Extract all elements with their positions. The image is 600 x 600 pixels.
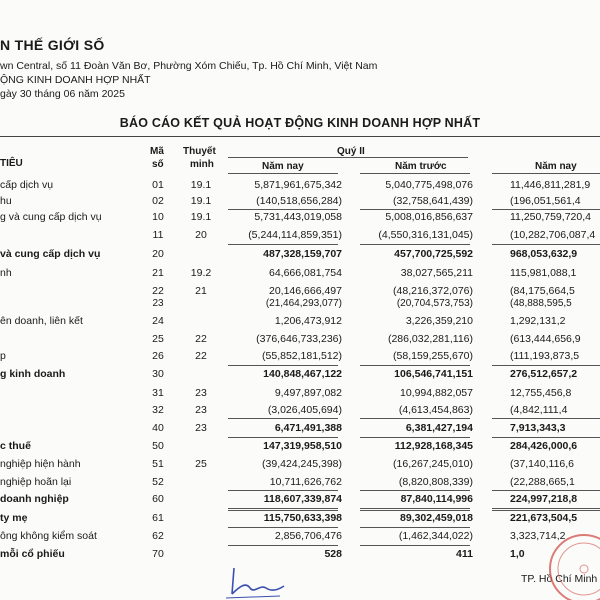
header-item: TIÊU <box>0 158 23 169</box>
row-code: 25 <box>152 333 164 345</box>
header-note-line2: minh <box>190 159 214 170</box>
row-prior-quarter: (4,550,316,131,045) <box>378 229 473 241</box>
row-code: 24 <box>152 315 164 327</box>
row-current-quarter: (21,464,293,077) <box>265 298 342 309</box>
row-code: 20 <box>152 248 164 260</box>
table-row <box>0 512 600 528</box>
row-prior-quarter: 411 <box>456 548 473 560</box>
row-code: 23 <box>152 298 164 309</box>
total-rule <box>228 510 338 511</box>
row-code: 40 <box>152 422 164 434</box>
subtotal-rule <box>360 437 470 438</box>
table-row <box>0 298 600 314</box>
table-row <box>0 267 600 283</box>
row-ytd: 115,981,088,1 <box>510 267 577 279</box>
row-prior-quarter: 112,928,168,345 <box>394 440 473 452</box>
row-ytd: 276,512,657,2 <box>510 368 578 380</box>
row-ytd: (111,193,873,5 <box>510 350 580 362</box>
row-prior-quarter: 38,027,565,211 <box>400 267 473 279</box>
row-prior-quarter: 89,302,459,018 <box>400 512 473 524</box>
row-note: 19.1 <box>190 179 212 191</box>
row-ytd: 11,250,759,720,4 <box>510 211 591 223</box>
row-code: 62 <box>152 530 164 542</box>
place-date: TP. Hồ Chí Minh <box>521 573 598 585</box>
row-label: cấp dịch vụ <box>0 179 54 191</box>
table-row <box>0 248 600 264</box>
row-prior-quarter: 3,226,359,210 <box>405 315 473 327</box>
row-code: 22 <box>152 285 164 297</box>
subtotal-rule <box>492 490 600 491</box>
subtotal-rule <box>360 418 470 419</box>
company-name: N THẾ GIỚI SỐ <box>0 37 105 53</box>
row-label: nh <box>0 267 12 279</box>
row-note: 19.2 <box>190 267 212 279</box>
row-current-quarter: 20,146,666,497 <box>269 285 342 297</box>
document-title: BÁO CÁO KẾT QUẢ HOẠT ĐỘNG KINH DOANH HỢP NHẤT <box>119 116 481 130</box>
row-note: 23 <box>195 387 207 399</box>
row-ytd: (4,842,111,4 <box>510 404 568 416</box>
row-prior-quarter: 10,994,882,057 <box>400 387 473 399</box>
subtotal-rule <box>492 365 600 366</box>
subtotal-rule <box>360 527 470 528</box>
table-row <box>0 458 600 474</box>
subtotal-rule <box>492 209 600 210</box>
row-code: 32 <box>152 404 164 416</box>
row-current-quarter: 64,666,081,754 <box>269 267 342 279</box>
row-note: 22 <box>195 350 207 362</box>
row-current-quarter: 5,731,443,019,058 <box>254 211 342 223</box>
title-rule <box>0 136 600 137</box>
table-row <box>0 530 600 546</box>
row-ytd: 968,053,632,9 <box>510 248 578 260</box>
row-label: và cung cấp dịch vụ <box>0 248 101 260</box>
subtotal-rule <box>360 209 470 210</box>
header-prior-year: Năm trước <box>395 161 447 172</box>
row-ytd: (613,444,656,9 <box>510 333 581 345</box>
row-prior-quarter: 5,008,016,856,637 <box>385 211 473 223</box>
header-quarter: Quý II <box>337 146 365 157</box>
quarter-rule <box>228 157 468 158</box>
row-current-quarter: (3,026,405,694) <box>267 404 342 416</box>
row-current-quarter: 115,750,633,398 <box>263 512 342 524</box>
row-code: 61 <box>152 512 164 524</box>
row-prior-quarter: 106,546,741,151 <box>394 368 473 380</box>
row-code: 26 <box>152 350 164 362</box>
row-code: 01 <box>152 179 164 191</box>
row-code: 70 <box>152 548 164 560</box>
row-note: 23 <box>195 404 207 416</box>
row-prior-quarter: (1,462,344,022) <box>398 530 473 542</box>
total-rule <box>360 510 470 511</box>
row-code: 02 <box>152 195 164 207</box>
row-ytd: 1,0 <box>510 548 525 560</box>
row-current-quarter: (39,424,245,398) <box>262 458 342 470</box>
table-row <box>0 350 600 366</box>
row-current-quarter: 10,711,626,762 <box>269 476 342 488</box>
subtotal-rule <box>492 244 600 245</box>
subtotal-rule <box>360 490 470 491</box>
table-row <box>0 422 600 438</box>
row-ytd: 7,913,343,3 <box>510 422 566 434</box>
row-note: 19.1 <box>190 195 212 207</box>
row-current-quarter: 528 <box>324 548 342 560</box>
subtotal-rule <box>228 244 338 245</box>
total-rule <box>228 508 338 509</box>
row-code: 52 <box>152 476 164 488</box>
row-label: mỗi cổ phiếu <box>0 548 65 560</box>
header-code-line2: số <box>152 159 164 170</box>
total-rule <box>492 510 600 511</box>
row-current-quarter: 1,206,473,912 <box>274 315 342 327</box>
row-code: 21 <box>152 267 164 279</box>
row-label: doanh nghiệp <box>0 493 69 505</box>
row-code: 11 <box>152 229 164 241</box>
header-note-line1: Thuyết <box>183 146 216 157</box>
subtotal-rule <box>492 418 600 419</box>
row-label: p <box>0 350 6 362</box>
subtotal-rule <box>360 244 470 245</box>
row-label: ty mẹ <box>0 512 28 524</box>
row-label: nghiệp hoãn lại <box>0 476 72 488</box>
header-current-year: Năm nay <box>262 161 304 172</box>
row-current-quarter: 118,607,339,874 <box>263 493 342 505</box>
total-rule <box>360 508 470 509</box>
row-note: 20 <box>195 229 207 241</box>
row-current-quarter: (5,244,114,859,351) <box>248 229 342 241</box>
row-current-quarter: 147,319,958,510 <box>263 440 342 452</box>
col3-header-rule <box>492 173 600 174</box>
row-ytd: (48,888,595,5 <box>510 298 572 309</box>
row-label: c thuế <box>0 440 31 452</box>
row-current-quarter: 6,471,491,388 <box>274 422 342 434</box>
table-row <box>0 333 600 349</box>
signature-icon <box>220 564 290 600</box>
row-current-quarter: 5,871,961,675,342 <box>254 179 342 191</box>
row-note: 25 <box>195 458 207 470</box>
row-prior-quarter: 5,040,775,498,076 <box>385 179 473 191</box>
row-note: 21 <box>195 285 207 297</box>
row-prior-quarter: (32,758,641,439) <box>393 195 473 207</box>
row-ytd: (196,051,561,4 <box>510 195 581 207</box>
table-row <box>0 387 600 403</box>
row-ytd: 11,446,811,281,9 <box>510 179 591 191</box>
table-row <box>0 211 600 227</box>
row-label: nghiệp hiện hành <box>0 458 81 470</box>
row-ytd: 12,755,456,8 <box>510 387 572 399</box>
row-label: ông không kiểm soát <box>0 530 97 542</box>
subtotal-rule <box>492 437 600 438</box>
row-prior-quarter: (16,267,245,010) <box>393 458 473 470</box>
row-ytd: (22,288,665,1 <box>510 476 575 488</box>
subtotal-rule <box>228 527 338 528</box>
row-code: 31 <box>152 387 164 399</box>
stamp-icon <box>540 525 600 600</box>
subtotal-rule <box>228 209 338 210</box>
header-code-line1: Mã <box>150 146 164 157</box>
company-address: wn Central, số 11 Đoàn Văn Bơ, Phường Xóm Chiếu, Tp. Hồ Chí Minh, Việt Nam <box>0 60 378 72</box>
row-code: 50 <box>152 440 164 452</box>
row-current-quarter: 487,328,159,707 <box>263 248 342 260</box>
row-ytd: (10,282,706,087,4 <box>510 229 596 241</box>
subtotal-rule <box>228 490 338 491</box>
row-note: 23 <box>195 422 207 434</box>
row-prior-quarter: (4,613,454,863) <box>398 404 473 416</box>
table-row <box>0 179 600 195</box>
table-row <box>0 229 600 245</box>
row-current-quarter: 9,497,897,082 <box>274 387 342 399</box>
row-label: ên doanh, liên kết <box>0 315 83 327</box>
table-row <box>0 548 600 564</box>
row-label: g và cung cấp dịch vụ <box>0 211 102 223</box>
col1-header-rule <box>228 173 338 174</box>
report-period: gày 30 tháng 06 năm 2025 <box>0 88 125 100</box>
subtotal-rule <box>360 545 470 546</box>
col2-header-rule <box>360 173 470 174</box>
table-row <box>0 440 600 456</box>
row-label: g kinh doanh <box>0 368 66 380</box>
row-note: 22 <box>195 333 207 345</box>
row-prior-quarter: (48,216,372,076) <box>393 285 473 297</box>
row-prior-quarter: 87,840,114,996 <box>400 493 473 505</box>
table-row <box>0 315 600 331</box>
total-rule <box>492 508 600 509</box>
row-current-quarter: 2,856,706,476 <box>274 530 342 542</box>
row-ytd: (37,140,116,6 <box>510 458 575 470</box>
row-ytd: (84,175,664,5 <box>510 285 575 297</box>
report-type: ỘNG KINH DOANH HỢP NHẤT <box>0 74 151 86</box>
row-current-quarter: (140,518,656,284) <box>256 195 342 207</box>
row-ytd: 284,426,000,6 <box>510 440 578 452</box>
row-prior-quarter: 6,381,427,194 <box>405 422 473 434</box>
subtotal-rule <box>228 418 338 419</box>
subtotal-rule <box>228 545 338 546</box>
row-ytd: 221,673,504,5 <box>510 512 578 524</box>
row-ytd: 1,292,131,2 <box>510 315 566 327</box>
row-prior-quarter: (58,159,255,670) <box>393 350 473 362</box>
row-code: 30 <box>152 368 164 380</box>
row-current-quarter: (55,852,181,512) <box>262 350 342 362</box>
row-label: hu <box>0 195 12 207</box>
table-row <box>0 368 600 384</box>
row-current-quarter: 140,848,467,122 <box>263 368 342 380</box>
row-code: 10 <box>152 211 164 223</box>
row-code: 51 <box>152 458 164 470</box>
subtotal-rule <box>228 365 338 366</box>
row-ytd: 3,323,714,2 <box>510 530 566 542</box>
row-prior-quarter: 457,700,725,592 <box>394 248 473 260</box>
row-note: 19.1 <box>190 211 212 223</box>
subtotal-rule <box>360 365 470 366</box>
subtotal-rule <box>228 437 338 438</box>
row-prior-quarter: (8,820,808,339) <box>398 476 473 488</box>
row-prior-quarter: (20,704,573,753) <box>396 298 473 309</box>
table-row <box>0 493 600 509</box>
row-current-quarter: (376,646,733,236) <box>256 333 342 345</box>
row-prior-quarter: (286,032,281,116) <box>387 333 473 345</box>
row-ytd: 224,997,218,8 <box>510 493 578 505</box>
row-code: 60 <box>152 493 164 505</box>
header-ytd-current: Năm nay <box>535 161 577 172</box>
